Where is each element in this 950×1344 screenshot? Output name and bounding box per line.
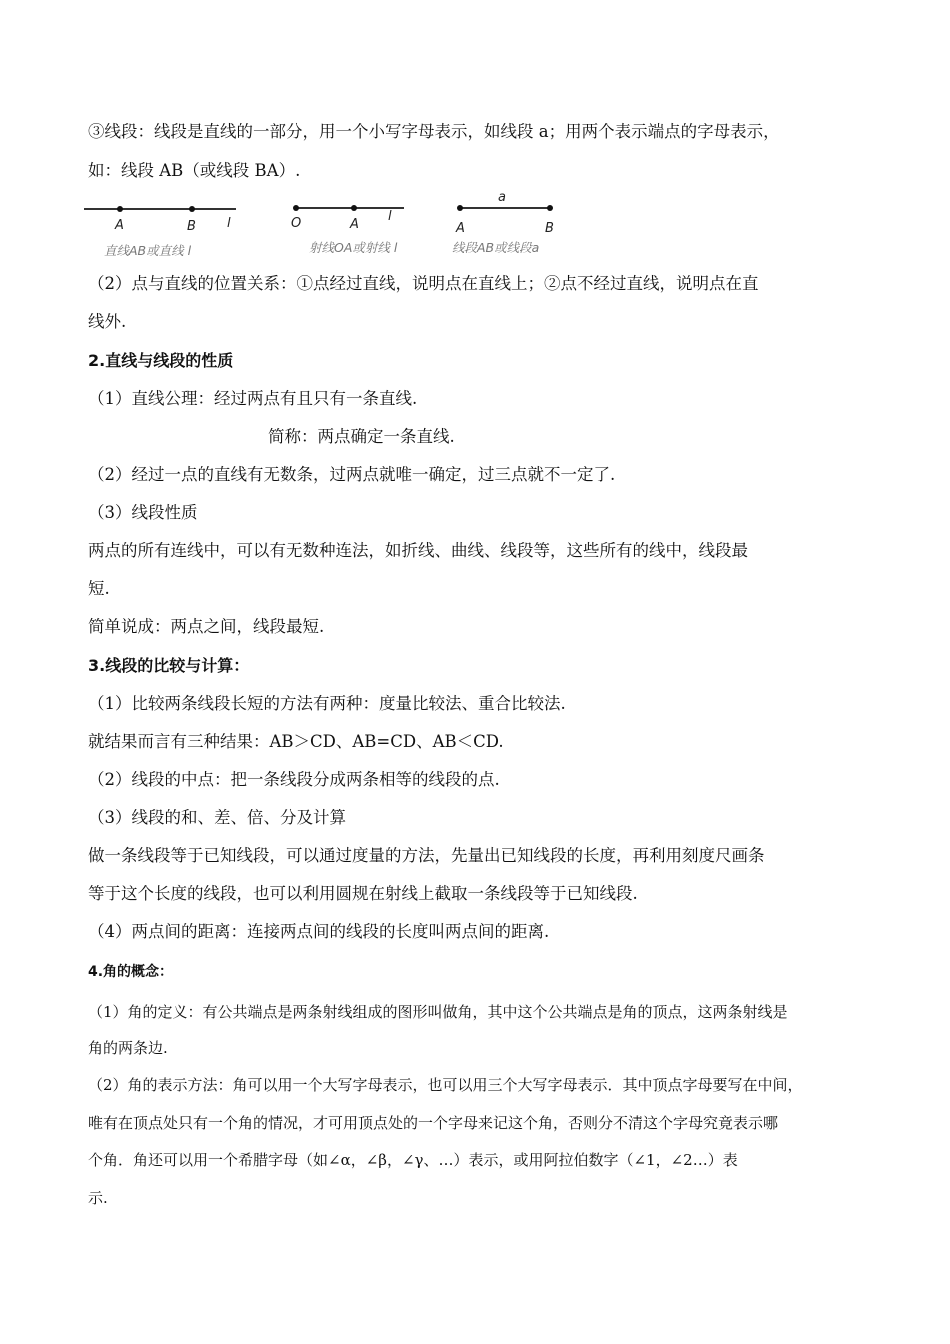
point-a-dot bbox=[457, 205, 463, 211]
line-name-label: l bbox=[227, 216, 231, 231]
text-line: 线外. bbox=[88, 312, 127, 331]
point-o-label: O bbox=[291, 216, 302, 231]
line-caption: 直线AB或直线 l bbox=[104, 243, 192, 258]
point-o-dot bbox=[293, 205, 299, 211]
text-line: 两点的所有连线中，可以有无数种连法，如折线、曲线、线段等，这些所有的线中，线段最 bbox=[88, 541, 748, 560]
point-a-label: A bbox=[115, 218, 124, 233]
text-line: 简单说成：两点之间，线段最短. bbox=[88, 617, 325, 636]
ray-name-label: l bbox=[388, 209, 392, 224]
text-line: 角的两条边. bbox=[88, 1039, 168, 1057]
line-ray-segment-figures bbox=[84, 190, 604, 260]
ray-caption: 射线OA或射线 l bbox=[309, 240, 398, 255]
text-line: 短. bbox=[88, 579, 110, 598]
text-line: （2）角的表示方法：角可以用一个大写字母表示，也可以用三个大写字母表示．其中顶点字母要写在中间， bbox=[88, 1076, 803, 1094]
text-line: 唯有在顶点处只有一个角的情况，才可用顶点处的一个字母来记这个角，否则分不清这个字母究竟表示哪 bbox=[88, 1114, 779, 1132]
section-heading: 3.线段的比较与计算： bbox=[88, 656, 250, 675]
point-a-label: A bbox=[456, 221, 465, 236]
text-line: （1）直线公理：经过两点有且只有一条直线. bbox=[88, 389, 418, 408]
text-line: 示. bbox=[88, 1189, 108, 1207]
text-line: 个角．角还可以用一个希腊字母（如∠α，∠β，∠γ、…）表示，或用阿拉伯数字（∠1，∠2…）表 bbox=[88, 1151, 738, 1169]
text-line: （2）线段的中点：把一条线段分成两条相等的线段的点. bbox=[88, 770, 500, 789]
point-a-dot bbox=[117, 206, 123, 212]
text-line: 简称：两点确定一条直线. bbox=[268, 427, 455, 446]
segment-caption: 线段AB或线段a bbox=[452, 240, 540, 255]
text-line: （1）角的定义：有公共端点是两条射线组成的图形叫做角，其中这个公共端点是角的顶点，这两条射线是 bbox=[88, 1003, 788, 1021]
ray-figure bbox=[291, 205, 404, 255]
figures-svg bbox=[84, 190, 604, 260]
text-line: ③线段：线段是直线的一部分，用一个小写字母表示，如线段 a；用两个表示端点的字母表示， bbox=[88, 122, 780, 141]
point-b-label: B bbox=[187, 219, 196, 234]
text-line: 就结果而言有三种结果：AB＞CD、AB=CD、AB＜CD. bbox=[88, 732, 504, 751]
segment-figure bbox=[452, 190, 554, 255]
text-line: 如：线段 AB（或线段 BA）. bbox=[88, 161, 301, 180]
text-line: （4）两点间的距离：连接两点间的线段的长度叫两点间的距离. bbox=[88, 922, 550, 941]
text-line: （2）经过一点的直线有无数条，过两点就唯一确定，过三点就不一定了. bbox=[88, 465, 616, 484]
text-line: （2）点与直线的位置关系：①点经过直线，说明点在直线上；②点不经过直线，说明点在直 bbox=[88, 274, 759, 293]
point-a-label: A bbox=[350, 217, 359, 232]
line-figure bbox=[84, 206, 236, 258]
point-b-dot bbox=[189, 206, 195, 212]
section-heading: 2.直线与线段的性质 bbox=[88, 351, 234, 370]
text-line: 做一条线段等于已知线段，可以通过度量的方法，先量出已知线段的长度，再利用刻度尺画条 bbox=[88, 846, 765, 865]
text-line: （3）线段性质 bbox=[88, 503, 198, 522]
text-line: 等于这个长度的线段，也可以利用圆规在射线上截取一条线段等于已知线段. bbox=[88, 884, 638, 903]
segment-name-label: a bbox=[498, 190, 506, 205]
text-line: （1）比较两条线段长短的方法有两种：度量比较法、重合比较法. bbox=[88, 694, 566, 713]
point-a-dot bbox=[351, 205, 357, 211]
point-b-dot bbox=[547, 205, 553, 211]
text-line: （3）线段的和、差、倍、分及计算 bbox=[88, 808, 346, 827]
section-heading: 4.角的概念： bbox=[88, 964, 174, 980]
point-b-label: B bbox=[545, 221, 554, 236]
